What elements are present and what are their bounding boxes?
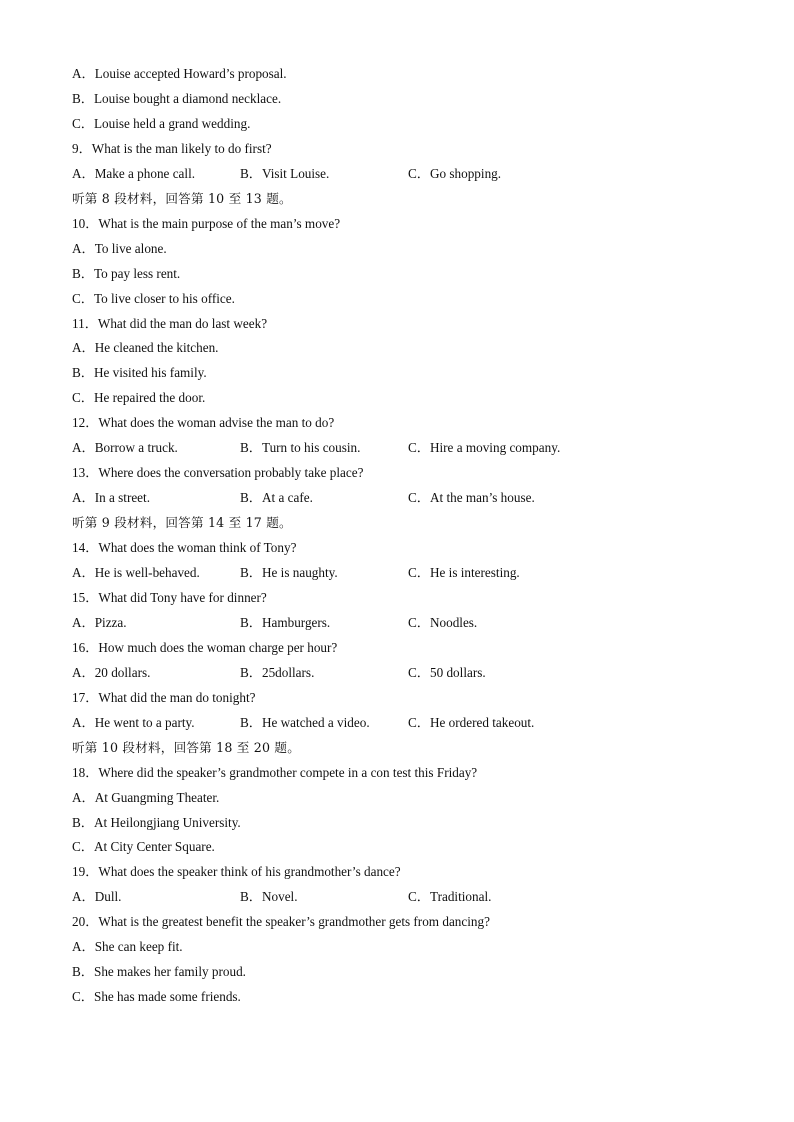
- answer-option: C．Louise held a grand wedding.: [72, 115, 251, 131]
- answer-option: C．He repaired the door.: [72, 390, 206, 406]
- answer-option: C．He is interesting.: [408, 565, 520, 580]
- answer-option: C．At City Center Square.: [72, 839, 215, 855]
- answer-option: C．Go shopping.: [408, 165, 502, 181]
- answer-option: C．He ordered takeout.: [408, 714, 535, 730]
- answer-option: C．Hire a moving company.: [408, 440, 561, 456]
- answer-option: A．Dull.: [72, 889, 122, 905]
- question-stem: 10．What is the main purpose of the man’s move?: [72, 215, 341, 231]
- question-stem: 20．What is the greatest benefit the speaker’s grandmother gets from dancing?: [72, 914, 490, 930]
- answer-option: B．At a cafe.: [240, 490, 313, 506]
- question-stem: 13．Where does the conversation probably take place?: [72, 465, 364, 481]
- answer-option: B．Turn to his cousin.: [240, 440, 361, 456]
- answer-option: A．Make a phone call.: [72, 165, 196, 181]
- question-stem: 15．What did Tony have for dinner?: [72, 589, 267, 605]
- answer-option: C．Traditional.: [408, 889, 492, 905]
- answer-option: B．Novel.: [240, 889, 298, 905]
- answer-option: B．He is naughty.: [240, 565, 338, 580]
- answer-option: A．In a street.: [72, 490, 150, 506]
- answer-option: B．At Heilongjiang University.: [72, 814, 241, 830]
- section-instruction: 听第 8 段材料，回答第 10 至 13 题。: [72, 190, 292, 206]
- answer-option: A．She can keep fit.: [72, 939, 183, 955]
- answer-option: A．Pizza.: [72, 614, 127, 630]
- answer-option: C．Noodles.: [408, 614, 478, 630]
- question-stem: 18．Where did the speaker’s grandmother compete in a con test this Friday?: [72, 764, 478, 780]
- answer-option: B．Visit Louise.: [240, 165, 330, 181]
- question-stem: 16．How much does the woman charge per hour?: [72, 639, 338, 655]
- answer-option: C．At the man’s house.: [408, 490, 535, 506]
- answer-option: B．He visited his family.: [72, 365, 207, 381]
- question-stem: 12．What does the woman advise the man to do?: [72, 415, 335, 431]
- answer-option: B．Hamburgers.: [240, 614, 331, 630]
- answer-option: C．50 dollars.: [408, 664, 486, 680]
- answer-option: A．He went to a party.: [72, 714, 195, 730]
- question-stem: 9．What is the man likely to do first?: [72, 140, 272, 156]
- answer-option: A．Borrow a truck.: [72, 440, 178, 456]
- answer-option: A．He is well-behaved.: [72, 565, 200, 580]
- answer-option: B．He watched a video.: [240, 714, 370, 730]
- answer-option: A．To live alone.: [72, 240, 167, 256]
- section-instruction: 听第 10 段材料，回答第 18 至 20 题。: [72, 739, 301, 755]
- question-stem: 11．What did the man do last week?: [72, 315, 268, 331]
- answer-option: B．To pay less rent.: [72, 265, 181, 281]
- answer-option: A．20 dollars.: [72, 664, 151, 680]
- answer-option: A．Louise accepted Howard’s proposal.: [72, 66, 287, 81]
- answer-option: B．She makes her family proud.: [72, 964, 246, 980]
- answer-option: A．At Guangming Theater.: [72, 789, 220, 805]
- question-stem: 19．What does the speaker think of his grandmother’s dance?: [72, 864, 401, 880]
- question-stem: 17．What did the man do tonight?: [72, 689, 256, 705]
- question-stem: 14．What does the woman think of Tony?: [72, 540, 297, 555]
- answer-option: B．25dollars.: [240, 664, 315, 680]
- answer-option: A．He cleaned the kitchen.: [72, 340, 219, 356]
- answer-option: C．She has made some friends.: [72, 989, 241, 1005]
- answer-option: C．To live closer to his office.: [72, 290, 235, 306]
- answer-option: B．Louise bought a diamond necklace.: [72, 91, 282, 106]
- section-instruction: 听第 9 段材料，回答第 14 至 17 题。: [72, 515, 292, 531]
